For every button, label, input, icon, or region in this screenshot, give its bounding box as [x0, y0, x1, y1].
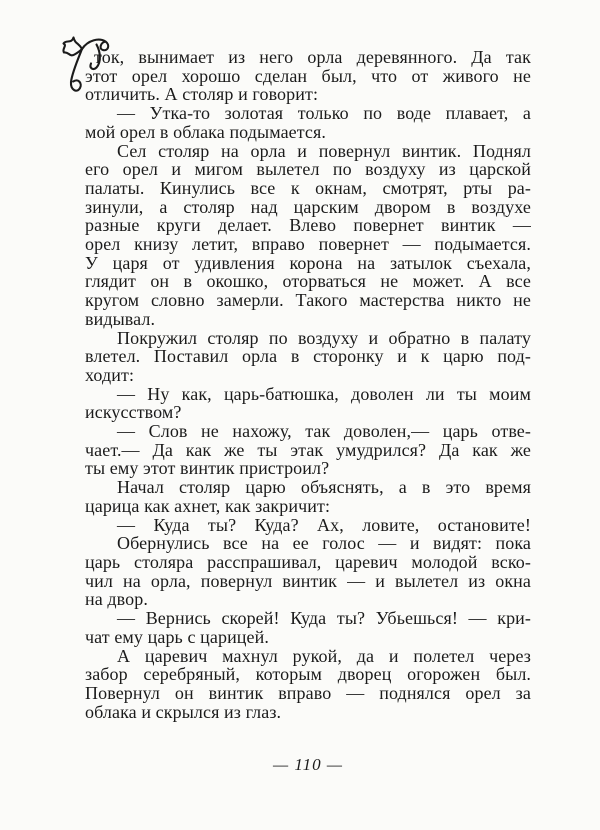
text-line: А царевич махнул рукой, да и полетел через	[117, 645, 531, 666]
text-line: забор серебряный, которым дворец огорожен был.	[85, 664, 531, 685]
text-line: отличить. А столяр и говорит:	[85, 84, 319, 105]
text-line: чил на орла, повернул винтик — и вылетел из окна	[85, 570, 531, 591]
text-line: на двор.	[85, 589, 148, 610]
text-line: царица как ахнет, как закричит:	[85, 495, 331, 516]
text-line: — Ну как, царь-батюшка, доволен ли ты моим	[117, 383, 531, 404]
text-line: облака и скрылся из глаз.	[85, 701, 282, 722]
story-text	[85, 48, 531, 721]
paragraph	[85, 534, 531, 609]
text-line: мой орел в облака подымается.	[85, 121, 327, 142]
text-line: Обернулись все на ее голос — и видят: пока	[117, 533, 531, 554]
text-line: чат ему царь с царицей.	[85, 626, 269, 647]
text-line: искусством?	[85, 402, 182, 423]
text-line: — Утка-то золотая только по воде плавает, а	[117, 103, 531, 124]
text-line: Покружил столяр по воздуху и обратно в палату	[117, 327, 531, 348]
text-line: этот орел хорошо сделан был, что от живого не	[85, 65, 531, 86]
text-line: кругом словно замерли. Такого мастерства никто не	[85, 290, 531, 311]
text-line: зинули, а столяр над царским двором в воздухе	[85, 196, 531, 217]
text-line: ходит:	[85, 364, 135, 385]
paragraph	[85, 48, 531, 104]
paragraph	[85, 385, 531, 422]
text-line: видывал.	[85, 308, 156, 329]
text-line: орел книзу летит, вправо повернет — подымается.	[85, 234, 531, 255]
paragraph	[85, 422, 531, 478]
text-line: — Куда ты? Куда? Ах, ловите, остановите!	[117, 514, 531, 535]
page-number: — 110 —	[273, 755, 343, 774]
paragraph	[85, 647, 531, 722]
text-line: глядит он в окошко, оторваться не может. А все	[85, 271, 531, 292]
paragraph	[85, 516, 531, 535]
text-line: чает.— Да как же ты этак умудрился? Да как же	[85, 439, 531, 460]
text-line: — Вернись скорей! Куда ты? Убьешься! — кри-	[117, 608, 531, 629]
text-line: — Слов не нахожу, так доволен,— царь отве-	[117, 421, 531, 442]
text-line: Сел столяр на орла и повернул винтик. Поднял	[117, 140, 531, 161]
text-line: Повернул он винтик вправо — поднялся орел за	[85, 682, 531, 703]
text-line: ток, вынимает из него орла деревянного. Да так	[94, 47, 531, 67]
text-line: У царя от удивления корона на затылок съехала,	[85, 252, 531, 273]
paragraph	[85, 104, 531, 141]
text-line: Начал столяр царю объяснять, а в это время	[117, 477, 531, 498]
text-line: палаты. Кинулись все к окнам, смотрят, рты ра-	[85, 177, 531, 198]
text-line: влетел. Поставил орла в сторонку и к царю под-	[85, 346, 531, 367]
text-line: его орел и мигом вылетел по воздуху из царской	[85, 159, 531, 180]
text-line: ты ему этот винтик пристроил?	[85, 458, 330, 479]
text-line: царь столяра расспрашивал, царевич молодой вско-	[85, 551, 531, 572]
paragraph	[85, 609, 531, 646]
text-line: разные круги делает. Влево повернет винтик —	[85, 215, 531, 236]
paragraph	[85, 478, 531, 515]
paragraph	[85, 142, 531, 329]
paragraph	[85, 329, 531, 385]
